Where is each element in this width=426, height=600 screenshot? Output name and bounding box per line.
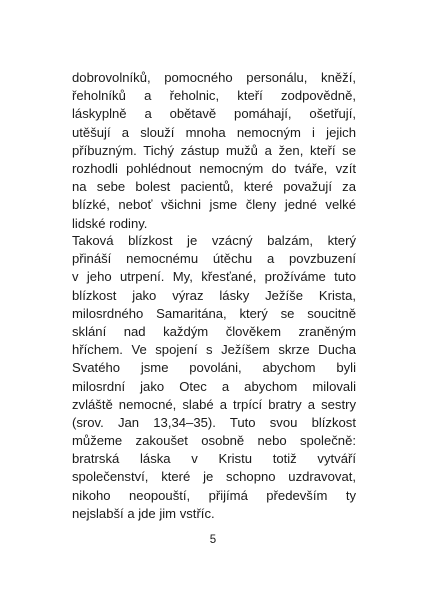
text-line: milosrdní jako Otec a abychom milovali: [72, 378, 356, 394]
text-line: můžeme zakoušet osobně nebo společně:: [72, 433, 356, 449]
text-line: řeholníků a řeholnic, kteří zodpovědně,: [72, 88, 356, 104]
text-line: dobrovolníků, pomocného personálu, kněží,: [72, 70, 356, 85]
text-line: Taková blízkost je vzácný balzám, který: [72, 233, 356, 248]
text-line: v jeho utrpení. My, křesťané, prožíváme tuto: [72, 269, 356, 285]
text-line: Svatého jsme povoláni, abychom byli: [72, 360, 356, 376]
text-line: přináší nemocnému útěchu a povzbuzení: [72, 251, 356, 267]
text-line: lidské rodiny.: [72, 215, 148, 231]
text-line: nejslabší a jde jim vstříc.: [72, 505, 215, 521]
paragraph-1: [72, 69, 356, 233]
text-line: milosrdného Samaritána, který se soucitně: [72, 305, 356, 321]
text-line: zvláště nemocné, slabé a trpící bratry a sestry: [72, 396, 356, 412]
text-line: nikoho neopouští, přijímá především ty: [72, 487, 356, 503]
text-line: blízkost jako výraz lásky Ježíše Krista,: [72, 287, 356, 303]
text-line: (srov. Jan 13,34–35). Tuto svou blízkost: [72, 414, 356, 430]
text-line: hříchem. Ve spojení s Ježíšem skrze Ducha: [72, 342, 356, 358]
text-line: blízké, neboť všichni jsme členy jedné velké: [72, 197, 356, 213]
page-number: 5: [209, 534, 217, 546]
text-line: na sebe bolest pacientů, které považují za: [72, 179, 356, 195]
text-line: rozhodli pohlédnout nemocným do tváře, vzít: [72, 160, 356, 176]
text-line: společenství, které je schopno uzdravovat,: [72, 469, 356, 485]
paragraph-2: [72, 232, 356, 523]
text-line: sklání nad každým člověkem zraněným: [72, 323, 356, 339]
text-line: příbuzným. Tichý zástup mužů a žen, kteří se: [72, 142, 356, 158]
text-line: bratrská láska v Kristu totiž vytváří: [72, 451, 356, 467]
text-line: utěšují a slouží mnoha nemocným i jejich: [72, 124, 356, 140]
text-line: láskyplně a obětavě pomáhají, ošetřují,: [72, 106, 356, 122]
